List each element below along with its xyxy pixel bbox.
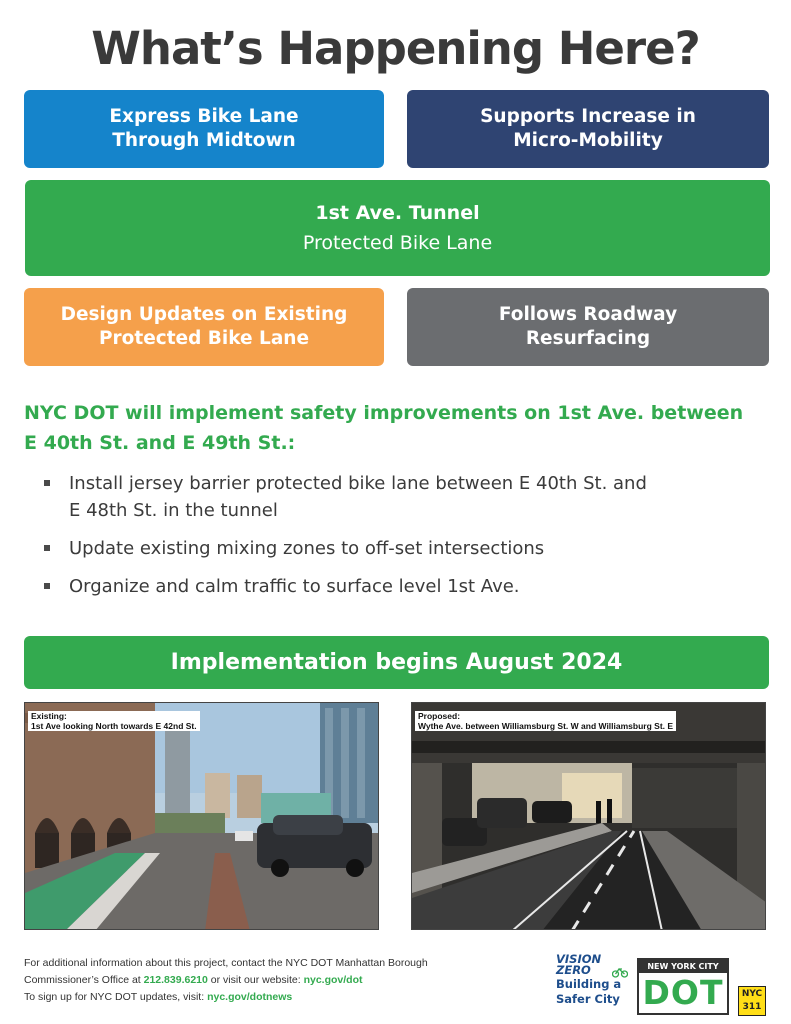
nyc-dot-logo [637, 958, 729, 1015]
intro-line1: NYC DOT will implement safety improvements on 1st Ave. between [24, 402, 744, 424]
bullet-icon [44, 545, 50, 551]
list-item [44, 573, 764, 600]
bullet-icon [44, 583, 50, 589]
design-box-line1: Design Updates on Existing [60, 304, 348, 325]
list-item [44, 470, 764, 524]
dot-wordmark: DOT [642, 973, 724, 1012]
nyc-311-logo [738, 986, 766, 1016]
micro-mobility-box [407, 90, 769, 168]
nyc-label: NEW YORK CITY [639, 960, 727, 973]
bullet-icon [44, 480, 50, 486]
existing-caption-text: 1st Ave looking North towards E 42nd St. [31, 721, 197, 731]
vision-zero-tagline-1: Building a [556, 977, 622, 991]
resurfacing-box [407, 288, 769, 366]
footer-line3-pre: To sign up for NYC DOT updates, visit: [24, 991, 208, 1003]
website-link[interactable]: nyc.gov/dot [303, 974, 363, 986]
updates-link[interactable]: nyc.gov/dotnews [207, 991, 293, 1003]
tunnel-box-line2: Protected Bike Lane [302, 232, 493, 254]
design-box-line2: Protected Bike Lane [98, 328, 310, 349]
intro-line2: E 40th St. and E 49th St.: [24, 432, 296, 454]
nyc-311-label-2: 311 [742, 1002, 762, 1012]
vision-zero-logo [556, 954, 628, 1016]
footer-line2-pre: Commissioner’s Office at [24, 974, 144, 986]
existing-caption-label: Existing: [31, 711, 67, 721]
list-item-line1: Install jersey barrier protected bike lane between E 40th St. and [69, 473, 647, 494]
existing-photo [24, 702, 379, 930]
footer-line2 [24, 972, 544, 989]
tunnel-box-line1: 1st Ave. Tunnel [315, 202, 480, 224]
vision-zero-wordmark-1: VISION [556, 952, 602, 966]
resurfacing-box-line1: Follows Roadway [498, 304, 678, 325]
improvement-list [44, 470, 764, 611]
list-item-line1: Organize and calm traffic to surface level 1st Ave. [69, 576, 520, 597]
phone-link[interactable]: 212.839.6210 [143, 974, 208, 986]
vision-zero-tagline-2: Safer City [556, 992, 620, 1006]
existing-street-image [25, 703, 379, 930]
design-updates-box [24, 288, 384, 366]
proposed-photo [411, 702, 766, 930]
footer-contact [24, 955, 544, 1006]
footer-line3 [24, 989, 544, 1006]
implementation-banner: Implementation begins August 2024 [24, 636, 769, 689]
bicycle-icon [612, 966, 628, 978]
micro-box-line2: Micro-Mobility [513, 130, 663, 151]
express-box-line1: Express Bike Lane [109, 106, 299, 127]
proposed-tunnel-image [412, 703, 766, 930]
resurfacing-box-line2: Resurfacing [525, 328, 651, 349]
list-item-line1: Update existing mixing zones to off-set intersections [69, 538, 545, 559]
list-item-line2: E 48th St. in the tunnel [69, 500, 278, 521]
list-item [44, 535, 764, 562]
footer-line1: For additional information about this project, contact the NYC DOT Manhattan Borough [24, 957, 428, 969]
express-bike-lane-box [24, 90, 384, 168]
tunnel-bike-lane-box [25, 180, 770, 276]
intro-statement [24, 398, 769, 458]
proposed-caption-text: Wythe Ave. between Williamsburg St. W and Williamsburg St. E [418, 721, 674, 731]
footer-line2-mid: or visit our website: [207, 974, 304, 986]
proposed-caption-label: Proposed: [418, 711, 461, 721]
vision-zero-wordmark-2: ZERO [556, 963, 591, 977]
micro-box-line1: Supports Increase in [480, 106, 696, 127]
express-box-line2: Through Midtown [112, 130, 296, 151]
page-title: What’s Happening Here? [91, 22, 700, 75]
existing-caption [28, 711, 200, 731]
proposed-caption [415, 711, 676, 731]
nyc-311-label-1: NYC [741, 989, 763, 999]
